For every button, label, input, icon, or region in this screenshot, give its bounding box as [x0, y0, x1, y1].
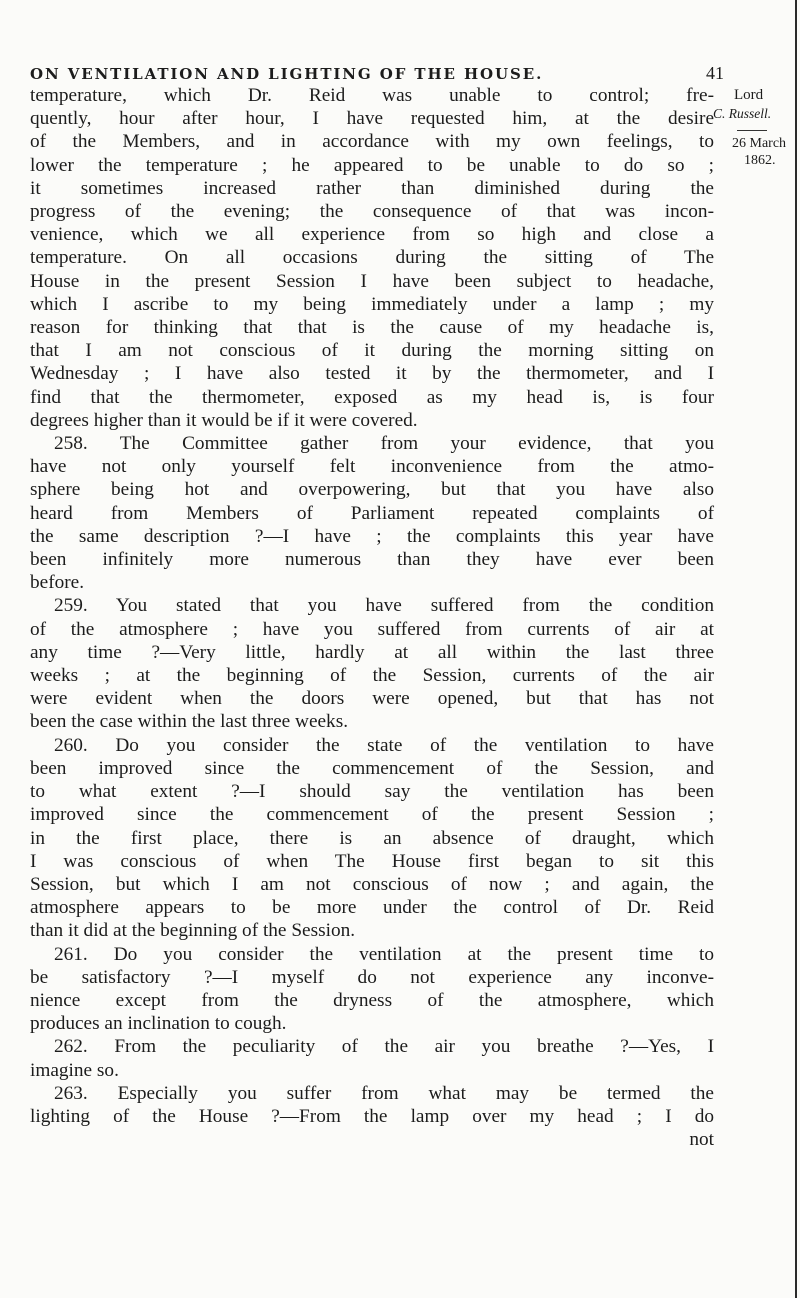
text-line: been infinitely more numerous than they have ever been — [30, 549, 714, 571]
text-line: were evident when the doors were opened, but that has not — [30, 688, 714, 710]
text-line: find that the thermometer, exposed as my head is, is four — [30, 386, 714, 408]
text-line: of the Members, and in accordance with my own feelings, to — [30, 131, 714, 153]
body-text — [30, 84, 714, 1151]
text-line: 262. From the peculiarity of the air you breathe ?—Yes, I — [54, 1036, 714, 1058]
text-line: been the case within the last three weeks. — [30, 711, 349, 733]
text-line: 261. Do you consider the ventilation at the present time to — [54, 943, 714, 965]
margin-note-year: 1862. — [744, 153, 776, 168]
text-line: House in the present Session I have been subject to headache, — [30, 270, 714, 292]
text-line: weeks ; at the beginning of the Session, currents of the air — [30, 665, 714, 687]
text-line: which I ascribe to my being immediately under a lamp ; my — [30, 293, 714, 315]
text-line: nience except from the dryness of the atmosphere, which — [30, 989, 714, 1011]
margin-note-name: C. Russell. — [713, 106, 772, 121]
margin-note-rule — [737, 130, 767, 131]
text-line: 258. The Committee gather from your evidence, that you — [54, 433, 714, 455]
text-line: quently, hour after hour, I have requested him, at the desire — [30, 108, 714, 130]
text-line: any time ?—Very little, hardly at all within the last three — [30, 641, 714, 663]
text-line: that I am not conscious of it during the morning sitting on — [30, 340, 714, 362]
text-line: than it did at the beginning of the Session. — [30, 920, 356, 942]
text-line: in the first place, there is an absence of draught, which — [30, 827, 714, 849]
text-line: of the atmosphere ; have you suffered from currents of air at — [30, 618, 714, 640]
text-line: progress of the evening; the consequence of that was incon- — [30, 201, 714, 223]
text-line: 259. You stated that you have suffered from the condition — [54, 595, 714, 617]
text-line: lower the temperature ; he appeared to be unable to do so ; — [30, 154, 714, 176]
text-line: venience, which we all experience from so high and close a — [30, 224, 714, 246]
text-line: I was conscious of when The House first began to sit this — [30, 850, 714, 872]
page-number: 41 — [706, 63, 724, 83]
text-line: degrees higher than it would be if it were covered. — [30, 409, 418, 431]
margin-note-lord: Lord — [734, 87, 764, 103]
text-line: temperature. On all occasions during the sitting of The — [30, 247, 714, 269]
text-line: reason for thinking that that is the cause of my headache is, — [30, 317, 714, 339]
text-line: not — [689, 1129, 714, 1151]
margin-note-date: 26 March — [732, 136, 787, 151]
text-line: 260. Do you consider the state of the ventilation to have — [54, 734, 714, 756]
text-line: it sometimes increased rather than diminished during the — [30, 177, 714, 199]
text-line: heard from Members of Parliament repeated complaints of — [30, 502, 714, 524]
text-line: Wednesday ; I have also tested it by the thermometer, and I — [30, 363, 714, 385]
text-line: before. — [30, 572, 85, 594]
text-line: atmosphere appears to be more under the control of Dr. Reid — [30, 897, 714, 919]
text-line: 263. Especially you suffer from what may be termed the — [54, 1082, 714, 1104]
text-line: Session, but which I am not conscious of now ; and again, the — [30, 873, 714, 895]
page-edge-line — [795, 0, 797, 1298]
text-line: been improved since the commencement of the Session, and — [30, 757, 714, 779]
running-title: ON VENTILATION AND LIGHTING OF THE HOUSE. — [30, 65, 544, 83]
text-line: lighting of the House ?—From the lamp over my head ; I do — [30, 1105, 714, 1127]
text-line: have not only yourself felt inconvenience from the atmo- — [30, 456, 714, 478]
text-line: produces an inclination to cough. — [30, 1013, 287, 1035]
text-line: temperature, which Dr. Reid was unable to control; fre- — [30, 85, 714, 106]
text-line: improved since the commencement of the present Session ; — [30, 804, 714, 826]
text-line: be satisfactory ?—I myself do not experience any inconve- — [30, 966, 714, 988]
text-line: sphere being hot and overpowering, but that you have also — [30, 479, 714, 501]
text-line: to what extent ?—I should say the ventilation has been — [30, 781, 714, 803]
running-header — [30, 63, 730, 84]
text-line: the same description ?—I have ; the complaints this year have — [30, 525, 714, 547]
text-line: imagine so. — [30, 1059, 119, 1081]
